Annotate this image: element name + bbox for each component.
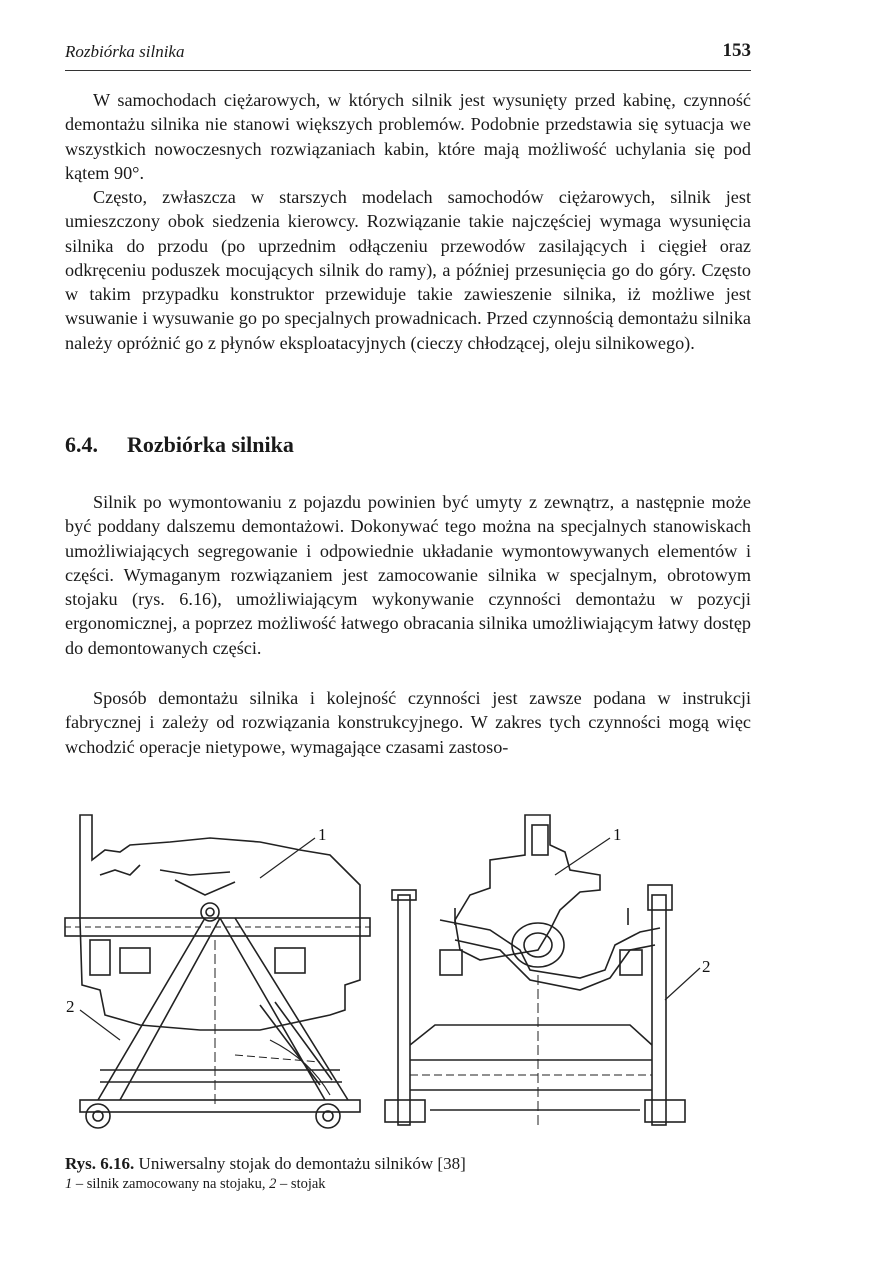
paragraph-4: Sposób demontażu silnika i kolejność czynności jest zawsze podana w instrukcji fabrycznej i zależy od rozwiązania konstrukcyjnego. W zakres tych czynności mogą więc wchodzić operacje nietypowe, wymagające czasami zastoso- [65, 688, 751, 757]
legend-text-1: – silnik zamocowany na stojaku, [75, 1176, 266, 1192]
paragraph-1: W samochodach ciężarowych, w których silnik jest wysunięty przed kabinę, czynność demontażu silnika nie stanowi większych problemów. Podobnie przedstawia się sytuacja we wszystkich nowoczesnych rozwiązaniach kabin, które mają możliwość uchylania się pod kątem 90°. [65, 90, 751, 183]
left-view-drawing [65, 815, 370, 1128]
figure-caption [65, 1154, 751, 1194]
caption-legend [65, 1174, 751, 1194]
right-label-stand: 2 [702, 957, 711, 976]
right-label-engine: 1 [613, 825, 622, 844]
legend-num-2: 2 [269, 1176, 277, 1192]
running-header [65, 40, 751, 71]
left-label-engine: 1 [318, 825, 327, 844]
left-label-stand: 2 [66, 997, 75, 1016]
right-view-drawing [385, 815, 711, 1125]
legend-num-1: 1 [65, 1176, 73, 1192]
paragraph-2: Często, zwłaszcza w starszych modelach samochodów ciężarowych, silnik jest umieszczony obok siedzenia kierowcy. Rozwiązanie takie najczęściej wymaga wysunięcia silnika do przodu (po uprzednim odłączeniu przewodów zasilających i cięgieł oraz odkręceniu poduszek mocujących silnik do ramy), a później przesunięcia go do góry. Często w takim przypadku konstruktor przewiduje takie zawieszenie silnika, iż możliwe jest wsuwanie i wysuwanie go po specjalnych prowadnicach. Przed czynnością demontażu silnika należy opróżnić go z płynów eksploatacyjnych (cieczy chłodzącej, oleju silnikowego). [65, 187, 751, 353]
figure-engine-stand [60, 800, 740, 1145]
caption-title: Uniwersalny stojak do demontażu silników [38] [138, 1154, 466, 1173]
section-title: Rozbiórka silnika [127, 432, 294, 457]
paragraph-3: Silnik po wymontowaniu z pojazdu powinien być umyty z zewnątrz, a następnie może być poddany dalszemu demontażowi. Dokonywać tego można na specjalnych stanowiskach umożliwiających segregowanie i odpowiednie układanie wymontowywanych elementów i części. Wymaganym rozwiązaniem jest zamocowanie silnika w specjalnym, obrotowym stojaku (rys. 6.16), umożliwiającym wykonywanie czynności demontażu w pozycji ergonomicznej, a poprzez możliwość łatwego obracania silnika umożliwiającym łatwy dostęp do demontowanych części. [65, 492, 751, 658]
page-number: 153 [722, 40, 751, 61]
section-number: 6.4. [65, 432, 98, 457]
section-heading [65, 432, 294, 458]
caption-title-line [65, 1154, 751, 1174]
running-title: Rozbiórka silnika [65, 42, 185, 61]
caption-number: Rys. 6.16. [65, 1154, 135, 1173]
legend-text-2: – stojak [280, 1176, 326, 1192]
